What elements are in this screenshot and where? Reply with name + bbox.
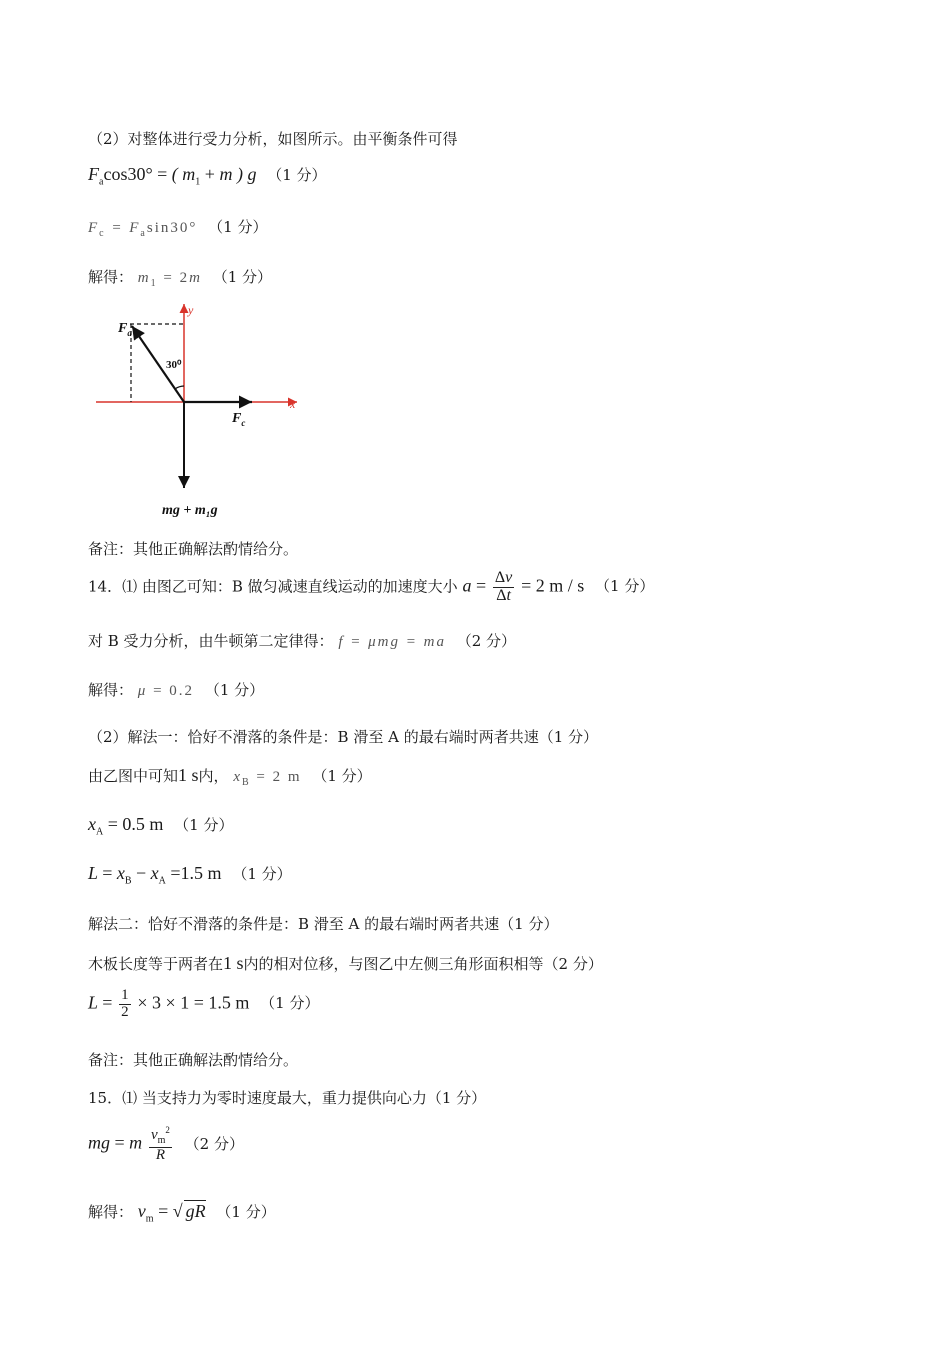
label-angle: 30⁰ — [166, 359, 182, 371]
label-solution: 解得： — [88, 268, 134, 286]
equation-acceleration: 14．⑴ 由图乙可知：B 做匀减速直线运动的加速度大小 a = $\frac{\Delta v}{\Delta t}$ = 2 m / s （1 分） — [88, 569, 655, 604]
text-method-one: （2）解法一：恰好不滑落的条件是：B 滑至 A 的最右端时两者共速（1 分） — [88, 728, 599, 746]
equation-length: $L = x_B - x_A =1.5$ m （1 分） — [88, 863, 292, 887]
text-board-length: 木板长度等于两者在 — [88, 955, 224, 973]
score: （2 分） — [184, 1134, 244, 1153]
text-question-15: 15．⑴ 当支持力为零时速度最大，重力提供向心力（1 分） — [88, 1089, 487, 1107]
equation-solution-mu: 解得： μ = 0.2 （1 分） — [88, 681, 265, 699]
score: （1 分） — [595, 577, 655, 596]
text-question-14: 14．⑴ 由图乙可知：B 做匀减速直线运动的加速度大小 — [88, 577, 458, 596]
score: （1 分） — [208, 218, 268, 236]
note-other-methods: 备注：其他正确解法酌情给分。 — [88, 1051, 299, 1069]
text-newton: 对 B 受力分析，由牛顿第二定律得： — [88, 632, 334, 650]
equation-newton: 对 B 受力分析，由牛顿第二定律得： f = μmg = ma （2 分） — [88, 632, 517, 650]
score: （1 分） — [232, 865, 292, 883]
score: （1 分） — [267, 166, 327, 184]
equation-max-speed: 解得： $v_m$ = √ gR （1 分） — [88, 1201, 276, 1225]
label-fa: $F_a$ — [118, 321, 132, 338]
text-from-graph: 由乙图中可知 — [88, 767, 179, 785]
time-value: 1 s — [178, 765, 199, 785]
angle-arc — [175, 386, 184, 389]
equation-balance-x: $F_c = F_a\sin 30^\circ$ （1 分） — [88, 218, 268, 239]
label-solution: 解得： — [88, 1203, 134, 1221]
score: （1 分） — [174, 816, 234, 834]
text-relative-displacement — [88, 953, 603, 974]
text-within: 内， — [198, 767, 229, 785]
label-solution: 解得： — [88, 681, 134, 699]
score: （1 分） — [204, 681, 265, 699]
text-method-two: 解法二：恰好不滑落的条件是：B 滑至 A 的最右端时两者共速（1 分） — [88, 915, 559, 933]
equation-centripetal: mg = m $\frac{v_m^2}{R}$ （2 分） — [88, 1125, 244, 1163]
label-weight: mg + m₁g — [162, 503, 218, 518]
score: （2 分） — [456, 632, 517, 650]
label-fc: $F_c$ — [232, 411, 246, 428]
score: （1 分） — [216, 1203, 276, 1221]
label-y: y — [188, 303, 194, 317]
equation-area: L = $\frac{1}{2}$ × 3 × 1 = 1.5 m （1 分） — [88, 987, 320, 1020]
equation-xa: $x_A = 0.5$ m （1 分） — [88, 814, 234, 838]
equation-solution-m1: 解得： $m_1 = 2m$ （1 分） — [88, 268, 273, 289]
text-area: 内的相对位移，与图乙中左侧三角形面积相等（2 分） — [243, 955, 603, 973]
note-other-methods: 备注：其他正确解法酌情给分。 — [88, 540, 299, 558]
equation-balance-y: $F_a\cos 30^\circ$ = ( $m_1 + m$ ) g （1 分） — [88, 164, 327, 188]
label-x: x — [290, 397, 296, 411]
time-value: 1 s — [223, 953, 244, 973]
equation-xb: 由乙图中可知1 s内， $x_B = 2$ m （1 分） — [88, 765, 372, 788]
score: （1 分） — [212, 268, 273, 286]
force-diagram — [92, 298, 312, 528]
text-line-intro: （2）对整体进行受力分析，如图所示。由平衡条件可得 — [88, 130, 458, 148]
score: （1 分） — [312, 767, 372, 785]
score: （1 分） — [260, 994, 320, 1013]
